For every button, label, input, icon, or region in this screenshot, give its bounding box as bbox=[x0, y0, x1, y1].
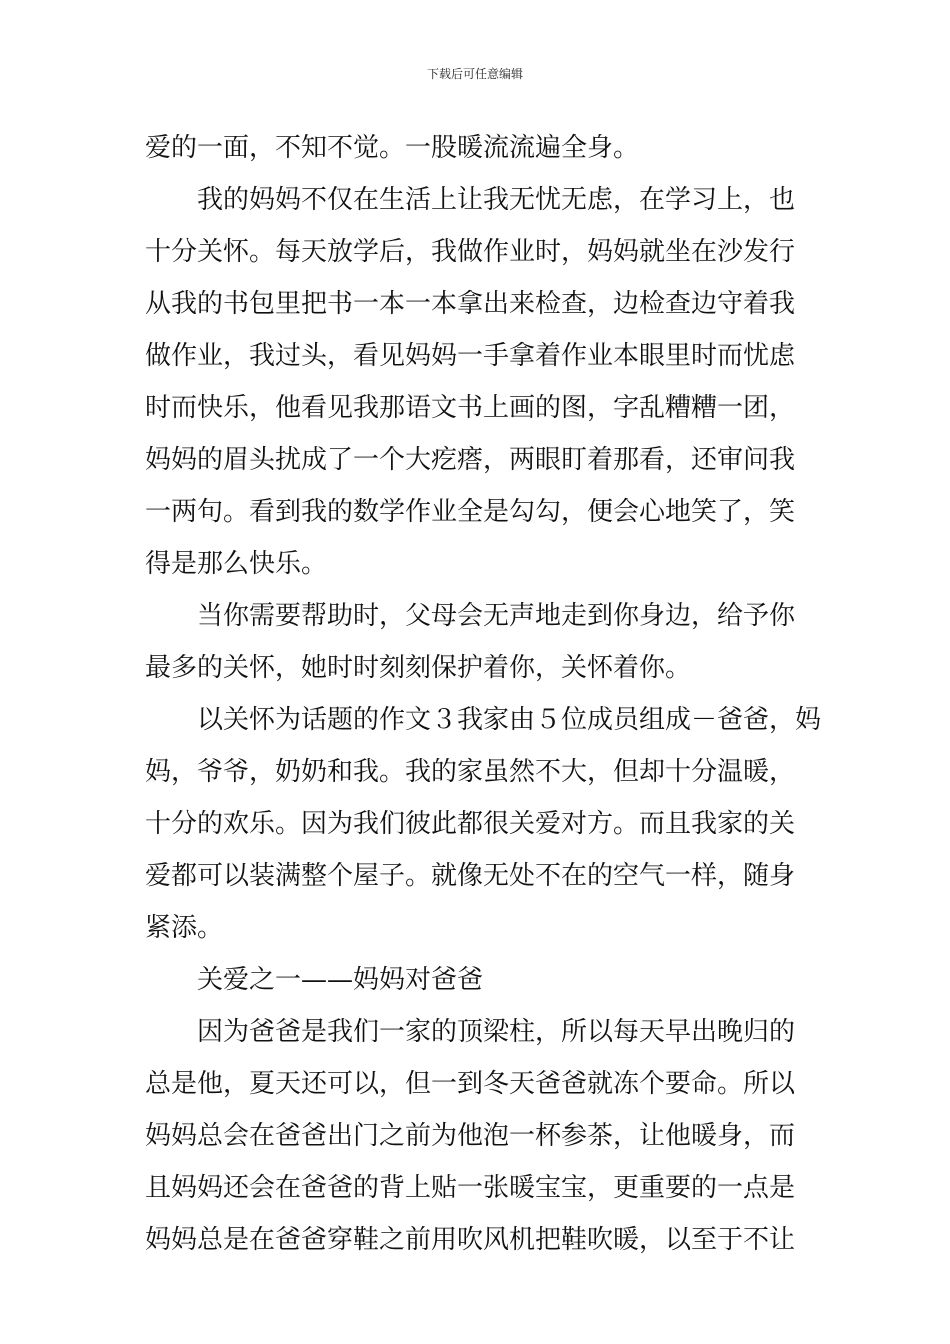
text-line: 总是他，夏天还可以，但一到冬天爸爸就冻个要命。所以 bbox=[145, 1069, 796, 1099]
paragraph-start-line: 以关怀为话题的作文３我家由５位成员组成－爸爸，妈 bbox=[197, 705, 822, 735]
section-heading: 关爱之一——妈妈对爸爸 bbox=[197, 965, 484, 995]
text-line: 妈妈总是在爸爸穿鞋之前用吹风机把鞋吹暖，以至于不让 bbox=[145, 1225, 796, 1255]
text-line: 最多的关怀，她时时刻刻保护着你，关怀着你。 bbox=[145, 653, 692, 683]
text-line: 且妈妈还会在爸爸的背上贴一张暖宝宝，更重要的一点是 bbox=[145, 1173, 796, 1203]
text-line: 爱的一面，不知不觉。一股暖流流遍全身。 bbox=[145, 133, 640, 163]
page-header: 下载后可任意编辑 bbox=[426, 67, 523, 81]
text-line: 爱都可以装满整个屋子。就像无处不在的空气一样，随身 bbox=[145, 861, 796, 891]
text-line: 时而快乐，他看见我那语文书上画的图，字乱糟糟一团， bbox=[145, 393, 796, 423]
text-line: 做作业，我过头，看见妈妈一手拿着作业本眼里时而忧虑 bbox=[145, 341, 796, 371]
paragraph-start-line: 当你需要帮助时，父母会无声地走到你身边，给予你 bbox=[197, 601, 796, 631]
text-line: 十分的欢乐。因为我们彼此都很关爱对方。而且我家的关 bbox=[145, 809, 796, 839]
text-line: 从我的书包里把书一本一本拿出来检查，边检查边守着我 bbox=[145, 289, 796, 319]
text-line: 妈妈的眉头扰成了一个大疙瘩，两眼盯着那看，还审问我 bbox=[145, 445, 796, 475]
text-line: 妈，爷爷，奶奶和我。我的家虽然不大，但却十分温暖， bbox=[145, 757, 796, 787]
paragraph-start-line: 因为爸爸是我们一家的顶梁柱，所以每天早出晚归的 bbox=[197, 1017, 796, 1047]
text-line: 一两句。看到我的数学作业全是勾勾，便会心地笑了，笑 bbox=[145, 497, 796, 527]
paragraph-start-line: 我的妈妈不仅在生活上让我无忧无虑，在学习上，也 bbox=[197, 185, 796, 215]
text-line: 十分关怀。每天放学后，我做作业时，妈妈就坐在沙发行 bbox=[145, 237, 796, 267]
text-line: 紧添。 bbox=[145, 913, 224, 943]
document-body bbox=[145, 128, 822, 1272]
text-line: 妈妈总会在爸爸出门之前为他泡一杯参茶，让他暖身，而 bbox=[145, 1121, 796, 1151]
text-line: 得是那么快乐。 bbox=[145, 549, 328, 579]
